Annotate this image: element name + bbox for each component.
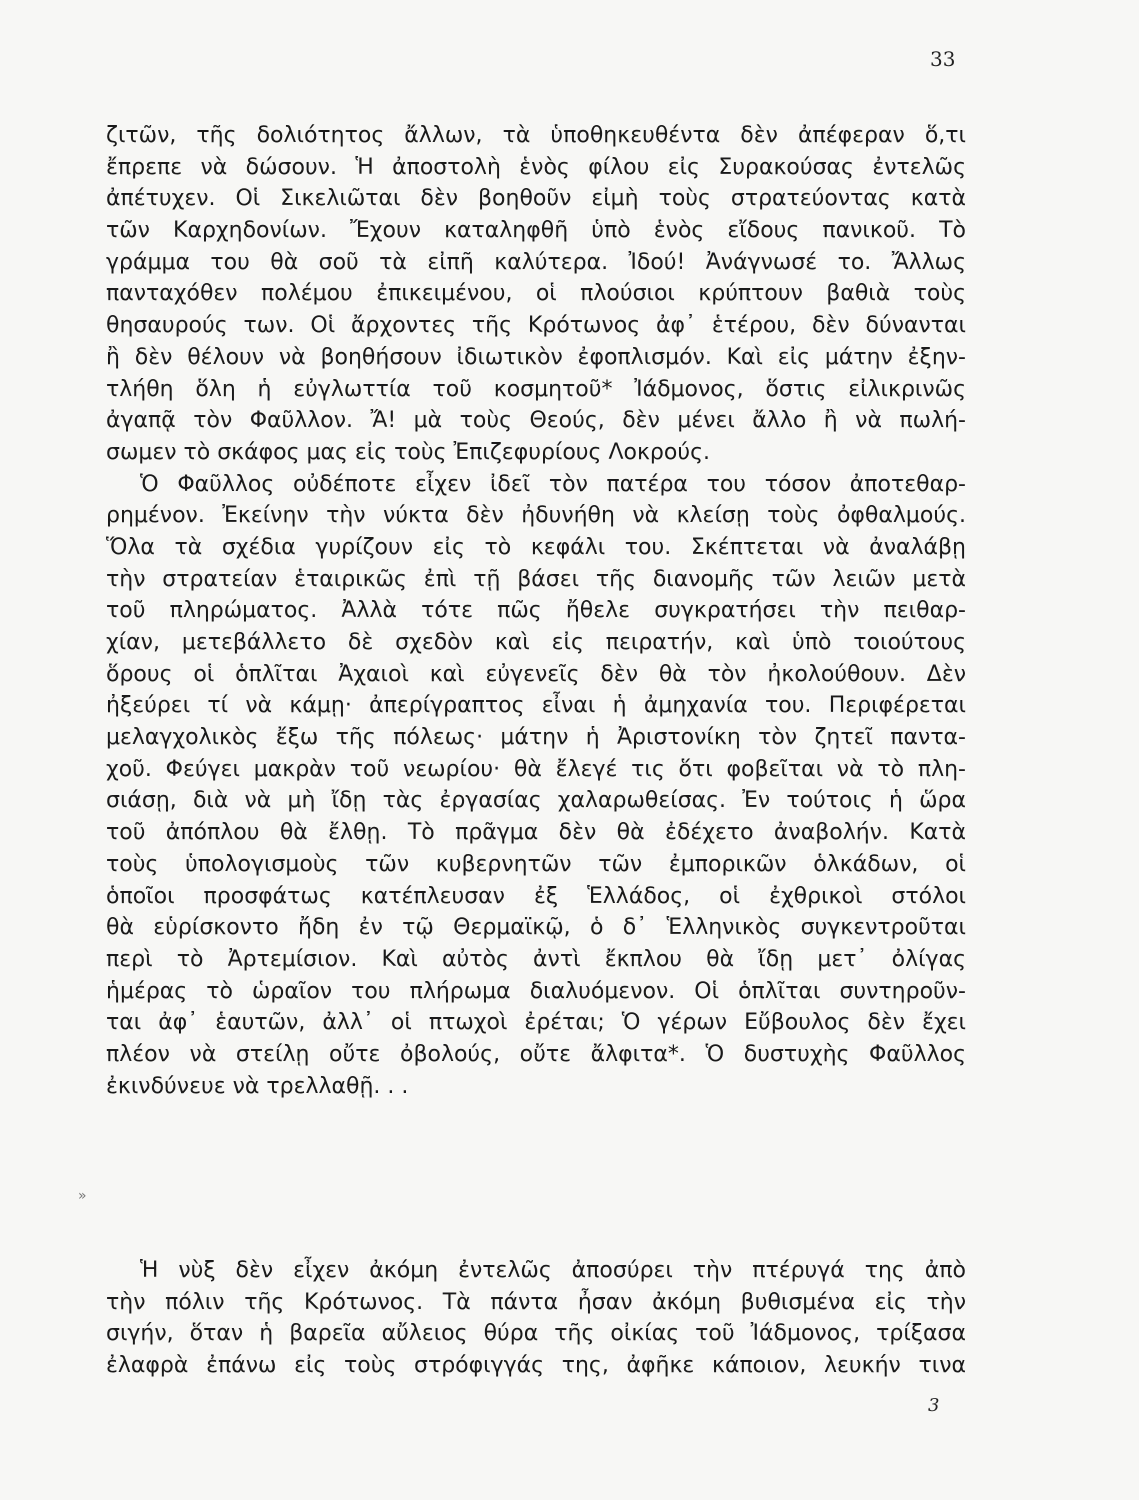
final-text-block	[106, 1255, 966, 1382]
signature-mark: 3	[928, 1395, 940, 1416]
text-line: τοῦ πληρώματος. Ἀλλὰ τότε πῶς ἤθελε συγκρατήσει τὴν πειθαρ-	[106, 598, 966, 624]
text-line: μελαγχολικὸς ἔξω τῆς πόλεως· μάτην ἡ Ἀριστονίκη τὸν ζητεῖ παντα-	[106, 725, 966, 751]
text-line: σωμεν τὸ σκάφος μας εἰς τοὺς Ἐπιζεφυρίους Λοκρούς.	[106, 439, 710, 465]
paragraph-1	[106, 120, 966, 469]
text-line: ρημένον. Ἐκείνην τὴν νύκτα δὲν ἠδυνήθη νὰ κλείσῃ τοὺς ὀφθαλμούς.	[106, 503, 966, 529]
text-line: ὅρους οἱ ὁπλῖται Ἀχαιοὶ καὶ εὐγενεῖς δὲν θὰ τὸν ἠκολούθουν. Δὲν	[106, 661, 966, 687]
text-line: σιγήν, ὅταν ἡ βαρεῖα αὔλειος θύρα τῆς οἰκίας τοῦ Ἰάδμονος, τρίξασα	[106, 1321, 966, 1347]
text-line: ἠξεύρει τί νὰ κάμῃ· ἀπερίγραπτος εἶναι ἡ ἀμηχανία του. Περιφέρεται	[106, 693, 966, 719]
main-text-block	[106, 120, 966, 1102]
text-line: τὴν στρατείαν ἑταιρικῶς ἐπὶ τῇ βάσει τῆς διανομῆς τῶν λειῶν μετὰ	[106, 566, 966, 592]
text-line: πανταχόθεν πολέμου ἐπικειμένου, οἱ πλούσιοι κρύπτουν βαθιὰ τοὺς	[106, 281, 966, 307]
text-line: ἡμέρας τὸ ὡραῖον του πλήρωμα διαλυόμενον. Οἱ ὁπλῖται συντηροῦν-	[106, 978, 966, 1004]
text-line: ἢ δὲν θέλουν νὰ βοηθήσουν ἰδιωτικὸν ἐφοπλισμόν. Καὶ εἰς μάτην ἐξην-	[106, 344, 966, 370]
text-line: θησαυρούς των. Οἱ ἄρχοντες τῆς Κρότωνος ἀφ᾽ ἑτέρου, δὲν δύνανται	[106, 313, 966, 339]
paragraph-2	[106, 469, 966, 1103]
text-line: ἀγαπᾷ τὸν Φαῦλλον. Ἄ! μὰ τοὺς Θεούς, δὲν μένει ἄλλο ἢ νὰ πωλή-	[106, 408, 966, 434]
text-line: ὁποῖοι προσφάτως κατέπλευσαν ἐξ Ἑλλάδος, οἱ ἐχθρικοὶ στόλοι	[106, 883, 966, 909]
text-line: ζιτῶν, τῆς δολιότητος ἄλλων, τὰ ὑποθηκευθέντα δὲν ἀπέφεραν ὅ,τι	[106, 123, 966, 148]
text-line: τοὺς ὑπολογισμοὺς τῶν κυβερνητῶν τῶν ἐμπορικῶν ὁλκάδων, οἱ	[106, 851, 966, 877]
text-line: Ὁ Φαῦλλος οὐδέποτε εἶχεν ἰδεῖ τὸν πατέρα του τόσον ἀποτεθαρ-	[140, 471, 966, 497]
text-line: περὶ τὸ Ἀρτεμίσιον. Καὶ αὐτὸς ἀντὶ ἔκπλου θὰ ἴδῃ μετ᾽ ὀλίγας	[106, 946, 966, 972]
text-line: σιάσῃ, διὰ νὰ μὴ ἴδῃ τὰς ἐργασίας χαλαρωθείσας. Ἐν τούτοις ἡ ὥρα	[106, 788, 966, 814]
text-line: Ὅλα τὰ σχέδια γυρίζουν εἰς τὸ κεφάλι του. Σκέπτεται νὰ ἀναλάβῃ	[106, 534, 966, 560]
paragraph-3	[106, 1255, 966, 1382]
margin-mark: »	[78, 1188, 87, 1204]
text-line: ἔπρεπε νὰ δώσουν. Ἡ ἀποστολὴ ἑνὸς φίλου εἰς Συρακούσας ἐντελῶς	[106, 154, 966, 180]
text-line: χοῦ. Φεύγει μακρὰν τοῦ νεωρίου· θὰ ἔλεγέ τις ὅτι φοβεῖται νὰ τὸ πλη-	[106, 756, 966, 782]
text-line: ἐκινδύνευε νὰ τρελλαθῇ. . .	[106, 1073, 409, 1099]
text-line: χίαν, μετεβάλλετο δὲ σχεδὸν καὶ εἰς πειρατήν, καὶ ὑπὸ τοιούτους	[106, 630, 966, 655]
text-line: Ἡ νὺξ δὲν εἶχεν ἀκόμη ἐντελῶς ἀποσύρει τὴν πτέρυγά της ἀπὸ	[140, 1258, 966, 1283]
text-line: θὰ εὑρίσκοντο ἤδη ἐν τῷ Θερμαϊκῷ, ὁ δ᾽ Ἑλληνικὸς συγκεντροῦται	[106, 915, 966, 941]
text-line: τλήθη ὅλη ἡ εὐγλωττία τοῦ κοσμητοῦ* Ἰάδμονος, ὅστις εἰλικρινῶς	[106, 376, 966, 402]
text-line: γράμμα του θὰ σοῦ τὰ εἰπῆ καλύτερα. Ἰδού! Ἀνάγνωσέ το. Ἄλλως	[106, 249, 966, 275]
page-number: 33	[930, 47, 956, 71]
text-line: ται ἀφ᾽ ἑαυτῶν, ἀλλ᾽ οἱ πτωχοὶ ἐρέται; Ὁ γέρων Εὔβουλος δὲν ἔχει	[106, 1010, 966, 1036]
text-line: ἐλαφρὰ ἐπάνω εἰς τοὺς στρόφιγγάς της, ἀφῆκε κάποιον, λευκήν τινα	[106, 1353, 966, 1379]
text-line: τὴν πόλιν τῆς Κρότωνος. Τὰ πάντα ἦσαν ἀκόμη βυθισμένα εἰς τὴν	[106, 1289, 966, 1315]
text-line: τοῦ ἀπόπλου θὰ ἔλθῃ. Τὸ πρᾶγμα δὲν θὰ ἐδέχετο ἀναβολήν. Κατὰ	[106, 820, 966, 846]
text-line: τῶν Καρχηδονίων. Ἔχουν καταληφθῆ ὑπὸ ἑνὸς εἴδους πανικοῦ. Τὸ	[106, 218, 966, 244]
text-line: πλέον νὰ στείλῃ οὔτε ὀβολούς, οὔτε ἄλφιτα*. Ὁ δυστυχὴς Φαῦλλος	[106, 1041, 966, 1067]
text-line: ἀπέτυχεν. Οἱ Σικελιῶται δὲν βοηθοῦν εἰμὴ τοὺς στρατεύοντας κατὰ	[106, 186, 966, 212]
